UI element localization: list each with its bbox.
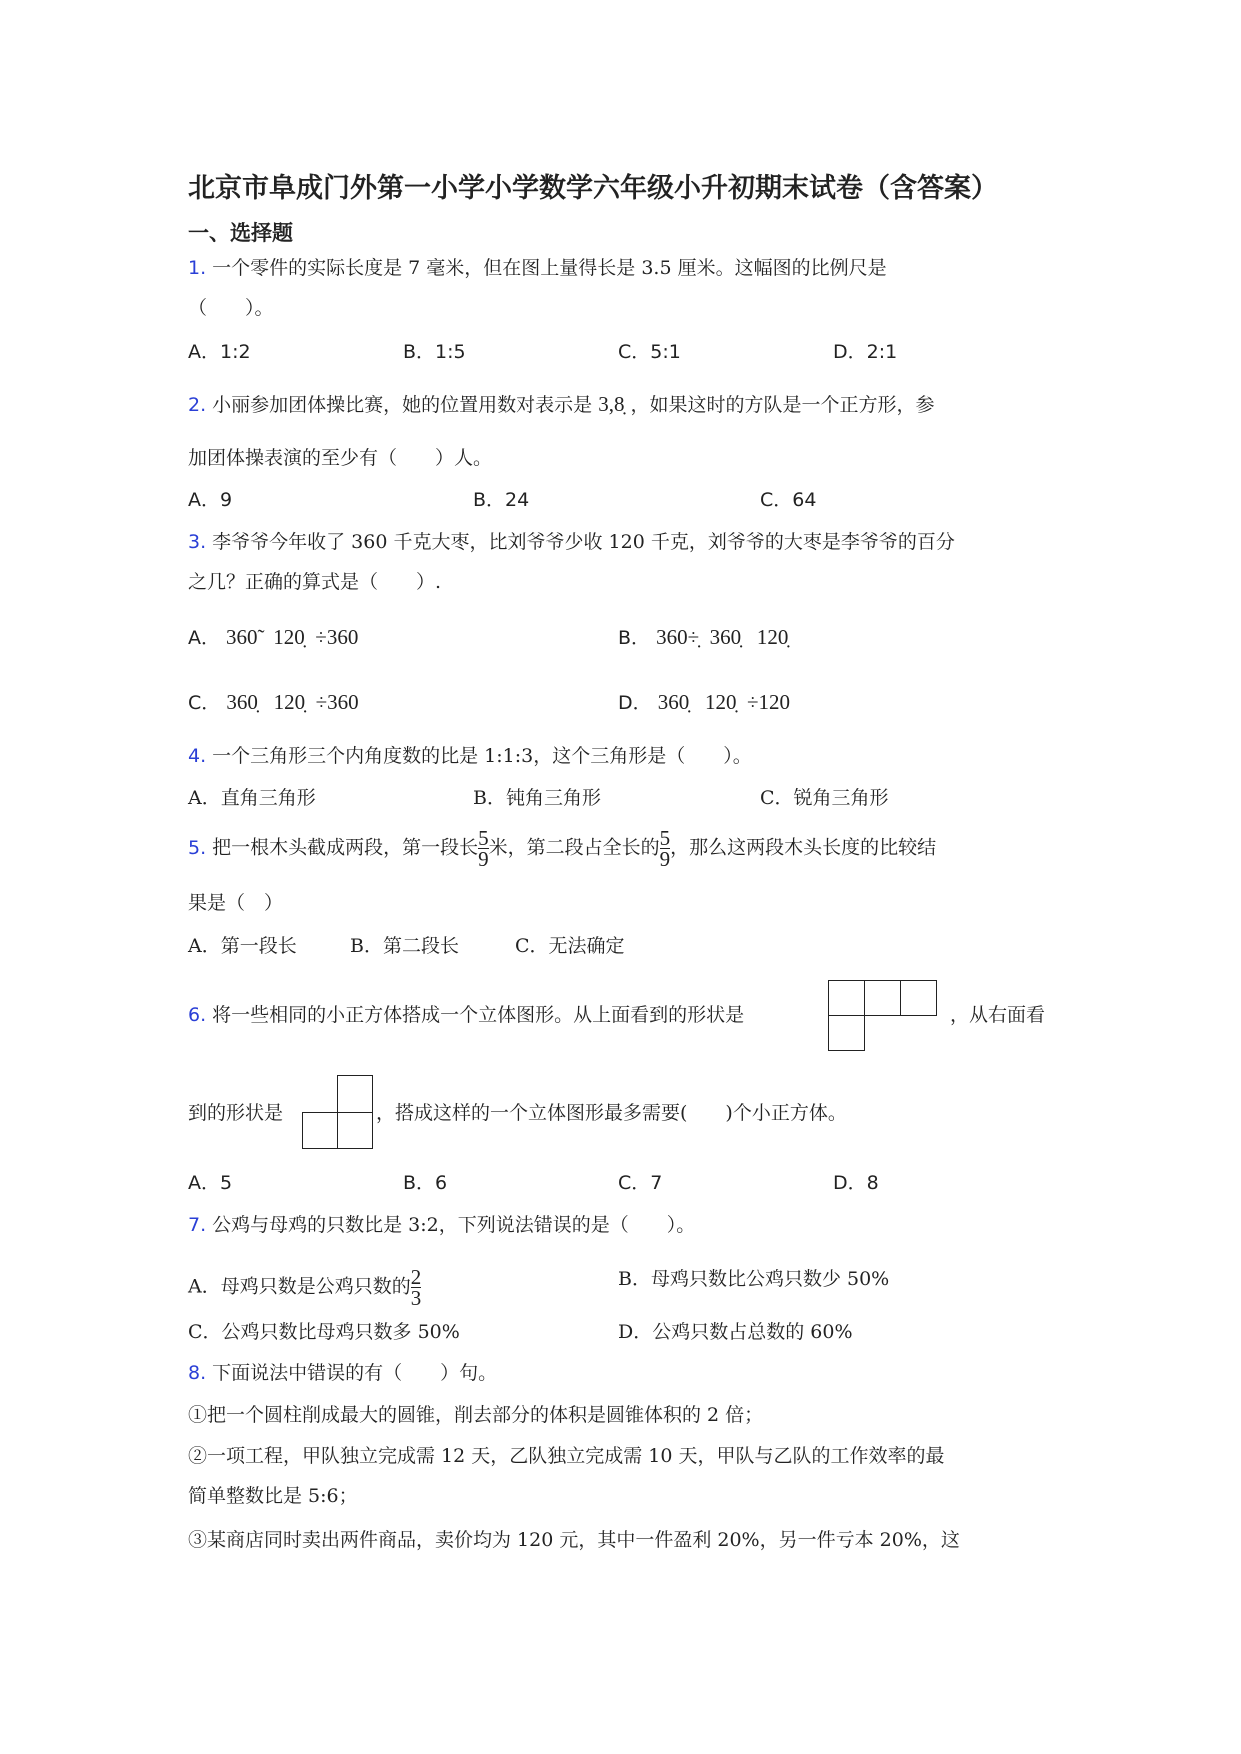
section-heading: 一、选择题 [188, 220, 293, 245]
fraction: $\frac{2}{3}$ [410, 1265, 422, 1310]
option: B． 360÷̣ 360̣ 120̣ [618, 625, 789, 649]
option: C．无法确定 [515, 935, 625, 957]
question-6-line2: 到的形状是 [188, 1102, 284, 1124]
option: C．锐角三角形 [760, 787, 889, 809]
question-3-line2: 之几？正确的算式是（ ）. [188, 571, 442, 593]
fraction: $\frac{5}{9}$ [478, 826, 489, 871]
question-8: 8. 下面说法中错误的有（ ）句。 [188, 1362, 498, 1384]
statement: ③某商店同时卖出两件商品，卖价均为 120 元，其中一件盈利 20%，另一件亏本 20%，这 [188, 1529, 960, 1551]
option: D． 360̣ 120̣ ÷120 [618, 690, 790, 714]
question-2-line2: 加团体操表演的至少有（ ）人。 [188, 447, 493, 469]
option: A． 360̃ 120̣ ÷360 [188, 625, 359, 649]
option: D．公鸡只数占总数的 60% [618, 1321, 853, 1343]
page-title: 北京市阜成门外第一小学小学数学六年级小升初期末试卷（含答案） [188, 173, 998, 204]
option: B．6 [403, 1172, 448, 1194]
question-3: 3. 李爷爷今年收了 360 千克大枣，比刘爷爷少收 120 千克，刘爷爷的大枣是李爷爷的百分 [188, 531, 955, 553]
question-5-line2: 果是（ ） [188, 892, 284, 914]
statement: ②一项工程，甲队独立完成需 12 天，乙队独立完成需 10 天，甲队与乙队的工作效率的最 [188, 1445, 945, 1467]
question-2: 2. 小丽参加团体操比赛，她的位置用数对表示是 3,8̣ ，如果这时的方队是一个正方形，参 [188, 392, 935, 416]
question-1-line2: （ ）。 [188, 297, 274, 319]
option: A．第一段长 [188, 935, 297, 957]
option: C．5:1 [618, 341, 681, 363]
option: B．24 [473, 489, 530, 511]
question-6-line2b: ，搭成这样的一个立体图形最多需要( )个小正方体。 [376, 1102, 847, 1124]
question-7: 7. 公鸡与母鸡的只数比是 3:2，下列说法错误的是（ ）。 [188, 1214, 696, 1236]
question-5: 5. 把一根木头截成两段，第一段长 $\frac{5}{9}$ 米，第二段占全长的 $\frac{5}{9}$ ，那么这两段木头长度的比较结 [188, 826, 937, 871]
option: A．9 [188, 489, 233, 511]
option: A．母鸡只数是公鸡只数的 $\frac{2}{3}$ [188, 1265, 422, 1310]
option: B．第二段长 [350, 935, 459, 957]
option: C．公鸡只数比母鸡只数多 50% [188, 1321, 460, 1343]
option: C． 360̣ 120̣ ÷360 [188, 690, 359, 714]
statement: 简单整数比是 5:6； [188, 1485, 358, 1507]
option: B．钝角三角形 [473, 787, 601, 809]
option: A．直角三角形 [188, 787, 316, 809]
statement: ①把一个圆柱削成最大的圆锥，削去部分的体积是圆锥体积的 2 倍； [188, 1404, 764, 1426]
option: C．7 [618, 1172, 663, 1194]
option: A．5 [188, 1172, 233, 1194]
question-6: 6. 将一些相同的小正方体搭成一个立体图形。从上面看到的形状是 [188, 1004, 745, 1026]
question-6-text: ，从右面看 [950, 1004, 1046, 1026]
question-1: 1. 一个零件的实际长度是 7 毫米，但在图上量得长是 3.5 厘米。这幅图的比例尺是 [188, 257, 887, 279]
option: D．8 [833, 1172, 879, 1194]
option: B．1:5 [403, 341, 466, 363]
question-4: 4. 一个三角形三个内角度数的比是 1:1:3，这个三角形是（ ）。 [188, 745, 752, 767]
option: B．母鸡只数比公鸡只数少 50% [618, 1268, 890, 1290]
option: A．1:2 [188, 341, 251, 363]
fraction: $\frac{5}{9}$ [659, 826, 671, 871]
option: D．2:1 [833, 341, 898, 363]
option: C．64 [760, 489, 817, 511]
